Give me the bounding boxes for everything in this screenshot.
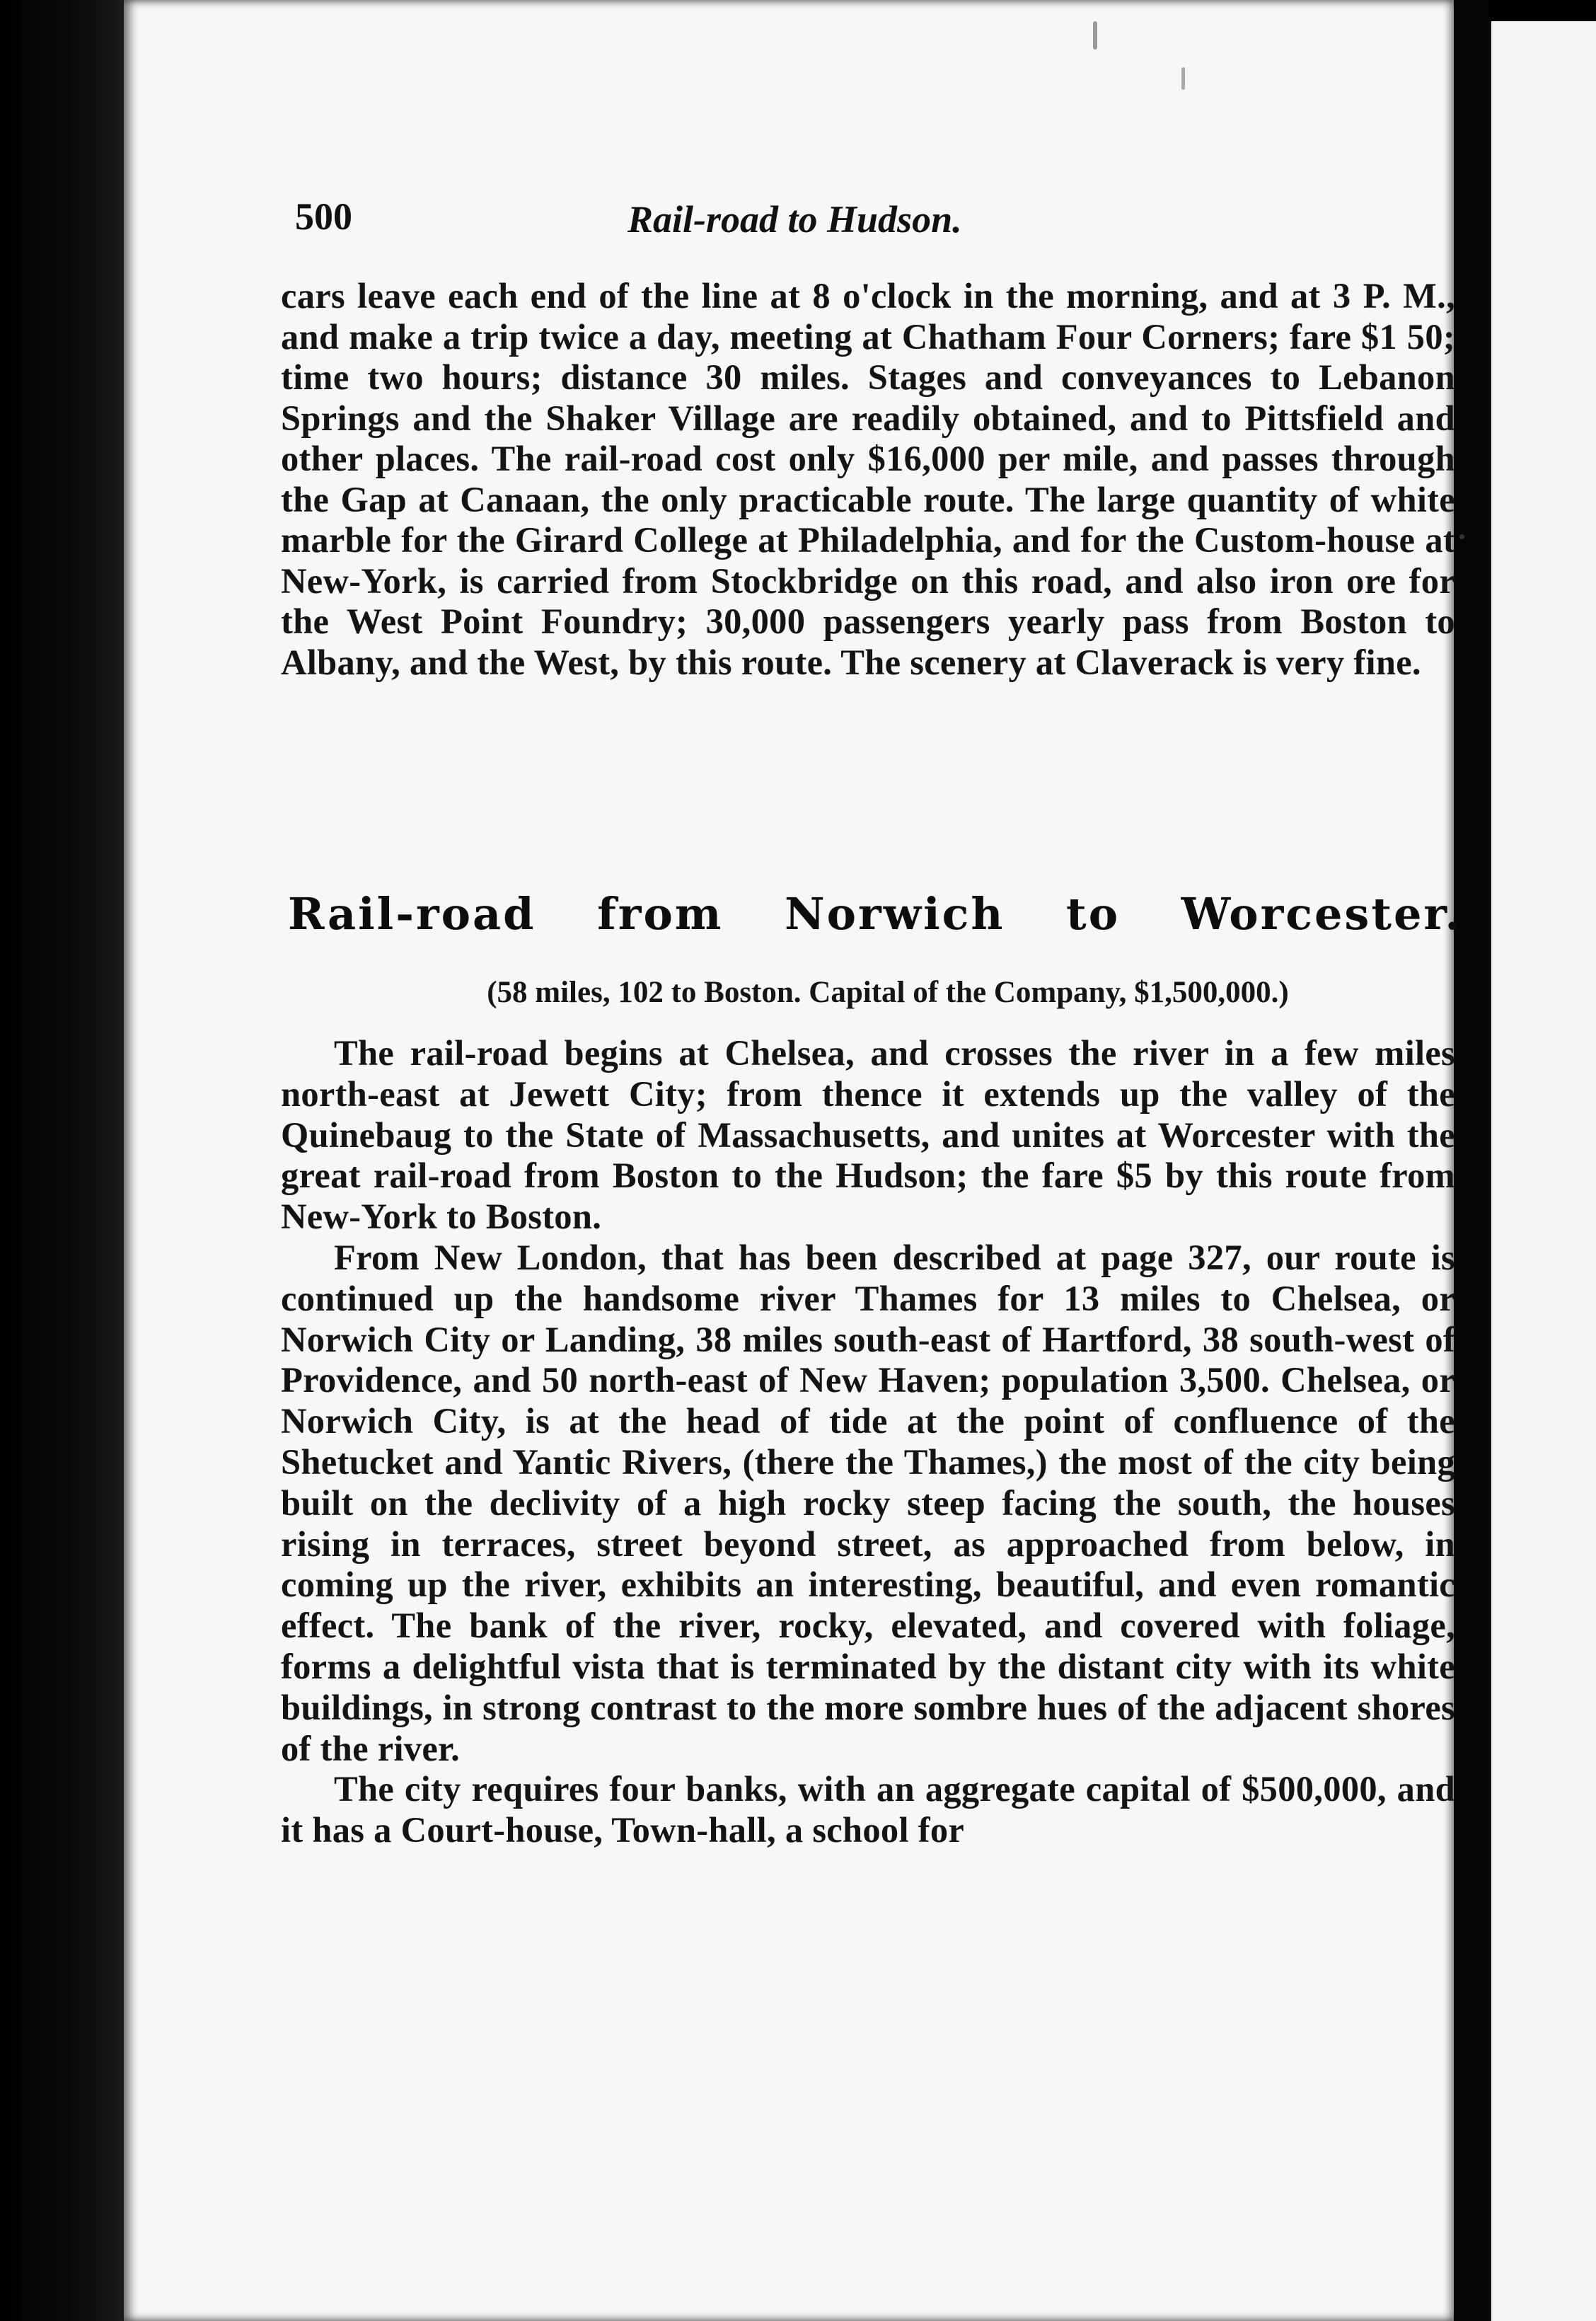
scan-speck (1181, 67, 1185, 90)
top-paragraph: cars leave each end of the line at 8 o'clock in the morning, and at 3 P. M., and make a trip twice a day, meeting at Chatham Four Corners; fare $1 50; time two hours; distance 30 miles. Stages and conveyances to Lebanon Springs and the Shaker Village are readily obtained, and to Pittsfield and other places. The rail-road cost only $16,000 per mile, and passes through the Gap at Canaan, the only practicable route. The large quantity of white marble for the Girard College at Philadelphia, and for the Custom-house at New-York, is carried from Stockbridge on this road, and also iron ore for the West Point Foundry; 30,000 passengers yearly pass from Boston to Albany, and the West, by this route. The scenery at Claverack is very fine. (281, 276, 1455, 682)
book-gutter (1454, 0, 1489, 2321)
running-header (295, 195, 1455, 251)
body-paragraph-1: The rail-road begins at Chelsea, and crosses the river in a few miles north-east at Jewett City; from thence it extends up the valley of the Quinebaug to the State of Massachusetts, and unites at Worcester with the great rail-road from Boston to the Hudson; the fare $5 by this route from New-York to Boston. (281, 1033, 1455, 1237)
page-content (124, 0, 1462, 2321)
page-number: 500 (295, 195, 352, 238)
body-paragraph-2: From New London, that has been described at page 327, our route is continued up the handsome river Thames for 13 miles to Chelsea, or Norwich City or Landing, 38 miles south-east of Hartford, 38 south-west of Providence, and 50 north-east of New Haven; population 3,500. Chelsea, or Norwich City, is at the head of tide at the point of confluence of the Shetucket and Yantic Rivers, (there the Thames,) the most of the city being built on the declivity of a high rocky steep facing the south, the houses rising in terraces, street beyond street, as approached from below, in coming up the river, exhibits an interesting, beautiful, and even romantic effect. The bank of the river, rocky, elevated, and covered with foliage, forms a delightful vista that is terminated by the distant city with its white buildings, in strong contrast to the more sombre hues of the adjacent shores of the river. (281, 1237, 1455, 1768)
running-title: Rail-road to Hudson. (628, 198, 962, 241)
section-heading: Rail-road from Norwich to Worcester. (288, 888, 1462, 940)
body-paragraph-3: The city requires four banks, with an aggregate capital of $500,000, and it has a Court-house, Town-hall, a school for (281, 1769, 1455, 1850)
scan-speck (1093, 21, 1097, 50)
scan-border-left (0, 0, 124, 2321)
top-text-block (281, 276, 1455, 683)
book-page (124, 0, 1462, 2321)
section-subtitle: (58 miles, 102 to Boston. Capital of the Company, $1,500,000.) (487, 976, 1289, 1009)
facing-page-edge (1489, 21, 1596, 2321)
section-body (281, 1033, 1455, 1851)
scan-speck (1459, 534, 1464, 539)
